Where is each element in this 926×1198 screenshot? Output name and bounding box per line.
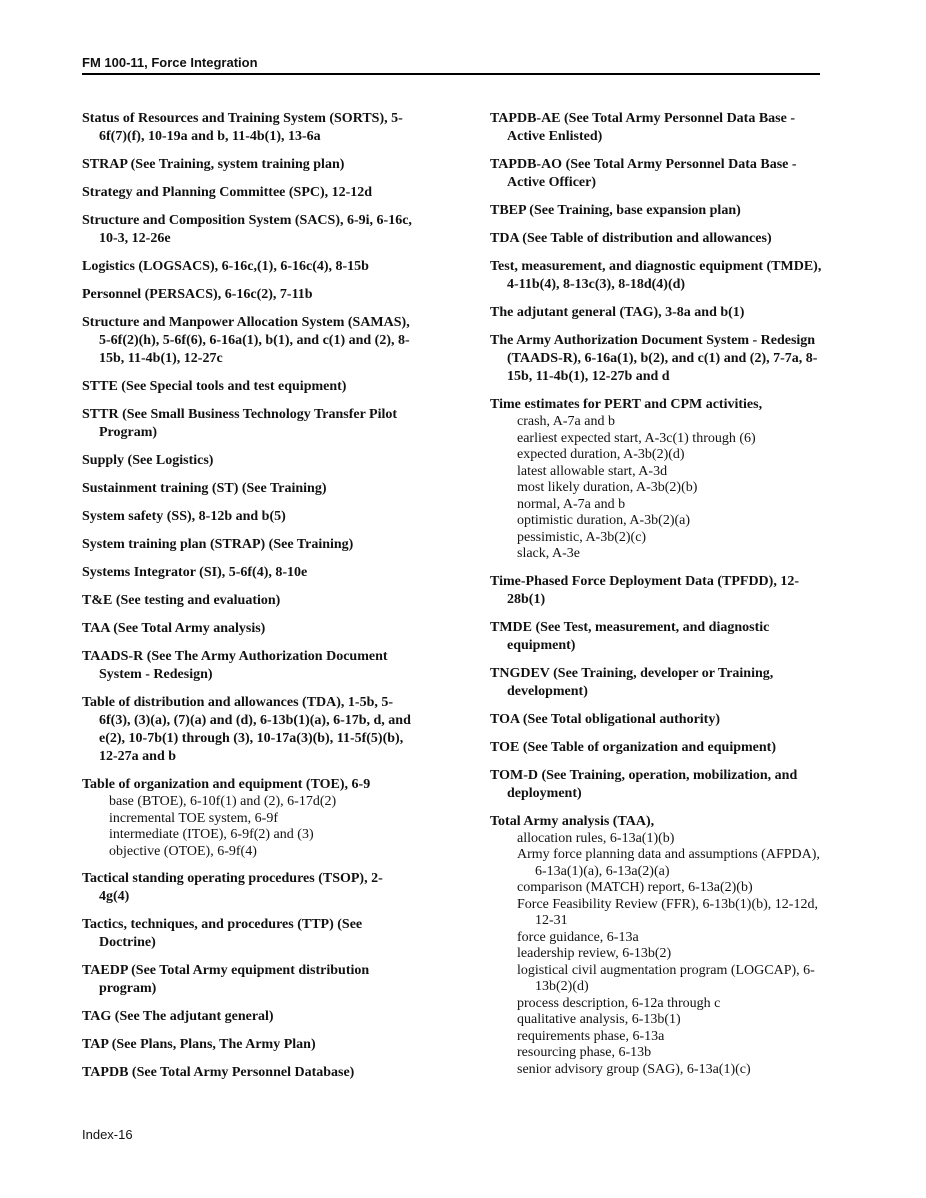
header-title: FM 100-11, Force Integration — [82, 55, 258, 70]
index-subentry-list — [490, 831, 822, 1079]
index-subentry: leadership review, 6-13b(2) — [517, 946, 672, 961]
index-entry-heading: STRAP (See Training, system training plan) — [82, 157, 345, 172]
index-entry-heading: TDA (See Table of distribution and allowances) — [490, 231, 772, 246]
index-entry-heading: TAADS-R (See The Army Authorization Document System - Redesign) — [82, 649, 388, 682]
index-entry — [82, 378, 412, 396]
index-entry-heading: TAEDP (See Total Army equipment distribution program) — [82, 963, 370, 996]
index-entry — [82, 452, 412, 470]
index-entry-heading: TAP (See Plans, Plans, The Army Plan) — [82, 1037, 316, 1052]
index-entry — [490, 813, 822, 1079]
index-subentry: objective (OTOE), 6-9f(4) — [109, 843, 257, 859]
index-subentry: Army force planning data and assumptions (AFPDA), 6-13a(1)(a), 6-13a(2)(a) — [517, 847, 820, 879]
index-entry-heading: Status of Resources and Training System (SORTS), 5-6f(7)(f), 10-19a and b, 11-4b(1), 13-6a — [82, 111, 403, 144]
index-column-right — [490, 110, 822, 1088]
index-subentry: optimistic duration, A-3b(2)(a) — [517, 513, 691, 528]
index-entry-heading: T&E (See testing and evaluation) — [82, 593, 281, 608]
index-entry-heading: TOE (See Table of organization and equipment) — [490, 739, 777, 755]
index-entry-heading: The adjutant general (TAG), 3-8a and b(1) — [490, 305, 745, 320]
index-entry-heading: TOM-D (See Training, operation, mobilization, and deployment) — [490, 767, 798, 801]
index-entry — [82, 110, 412, 146]
index-subentry: expected duration, A-3b(2)(d) — [517, 447, 685, 462]
index-entry — [82, 480, 412, 498]
index-entry — [490, 573, 822, 609]
index-subentry: intermediate (ITOE), 6-9f(2) and (3) — [109, 827, 314, 842]
index-subentry: logistical civil augmentation program (LOGCAP), 6-13b(2)(d) — [517, 962, 815, 994]
index-entry-heading: Personnel (PERSACS), 6-16c(2), 7-11b — [82, 287, 313, 302]
index-entry-heading: STTE (See Special tools and test equipment) — [82, 379, 347, 394]
index-entry-heading: TAPDB-AO (See Total Army Personnel Data Base - Active Officer) — [490, 157, 797, 190]
index-entry-heading: Logistics (LOGSACS), 6-16c,(1), 6-16c(4), 8-15b — [82, 259, 369, 274]
index-entry-heading: The Army Authorization Document System - Redesign (TAADS-R), 6-16a(1), b(2), and c(1) and (2), 7-7a, 8-15b, 11-4b(1), 12-27b and d — [490, 333, 818, 384]
index-subentry: resourcing phase, 6-13b — [517, 1045, 652, 1060]
index-entry — [82, 870, 412, 906]
index-subentry: earliest expected start, A-3c(1) through (6) — [517, 430, 756, 446]
page-number: Index-16 — [82, 1127, 133, 1142]
index-entry — [490, 156, 822, 192]
index-entry-heading: Table of organization and equipment (TOE), 6-9 — [82, 777, 371, 792]
index-subentry: base (BTOE), 6-10f(1) and (2), 6-17d(2) — [109, 794, 337, 809]
index-entry — [82, 1036, 412, 1054]
index-subentry: allocation rules, 6-13a(1)(b) — [517, 830, 675, 846]
index-entry — [490, 332, 822, 386]
index-entry — [82, 1064, 412, 1082]
index-column-left — [82, 110, 412, 1092]
index-entry-heading: TAPDB-AE (See Total Army Personnel Data Base - Active Enlisted) — [490, 111, 795, 144]
index-entry — [490, 396, 822, 563]
index-subentry: pessimistic, A-3b(2)(c) — [517, 529, 647, 545]
index-entry — [82, 184, 412, 202]
index-entry-heading: Test, measurement, and diagnostic equipment (TMDE), 4-11b(4), 8-13c(3), 8-18d(4)(d) — [490, 259, 822, 292]
index-entry — [82, 258, 412, 276]
index-subentry: slack, A-3e — [517, 546, 580, 561]
index-entry — [490, 110, 822, 146]
index-entry — [490, 258, 822, 294]
index-entry — [82, 314, 412, 368]
index-entry — [490, 739, 822, 757]
index-entry — [82, 212, 412, 248]
index-entry — [82, 406, 412, 442]
index-entry-heading: Table of distribution and allowances (TDA), 1-5b, 5-6f(3), (3)(a), (7)(a) and (d), 6-13b(1)(a), 6-17b, d, and e(2), 10-7b(1) through (3), 10-17a(3)(b), 11-5f(5)(b), 12-27a and b — [82, 695, 411, 764]
index-entry — [490, 767, 822, 803]
index-entry-heading: TAA (See Total Army analysis) — [82, 621, 266, 636]
index-entry-heading: Supply (See Logistics) — [82, 453, 214, 468]
index-entry — [82, 916, 412, 952]
index-entry-heading: Tactical standing operating procedures (TSOP), 2-4g(4) — [82, 871, 383, 904]
index-entry-heading: Time-Phased Force Deployment Data (TPFDD), 12-28b(1) — [490, 573, 799, 607]
index-entry — [82, 286, 412, 304]
index-subentry: crash, A-7a and b — [517, 414, 615, 429]
index-subentry: incremental TOE system, 6-9f — [109, 810, 278, 826]
index-entry — [490, 711, 822, 729]
index-entry-heading: Systems Integrator (SI), 5-6f(4), 8-10e — [82, 565, 308, 580]
index-subentry: most likely duration, A-3b(2)(b) — [517, 480, 698, 495]
index-entry-heading: TOA (See Total obligational authority) — [490, 711, 720, 727]
index-entry-heading: TAG (See The adjutant general) — [82, 1009, 274, 1024]
index-entry-heading: Tactics, techniques, and procedures (TTP) (See Doctrine) — [82, 917, 363, 950]
index-entry-heading: System training plan (STRAP) (See Training) — [82, 537, 354, 552]
index-entry — [490, 202, 822, 220]
index-entry — [490, 304, 822, 322]
index-entry — [82, 962, 412, 998]
index-entry — [82, 508, 412, 526]
page-header — [82, 55, 820, 75]
index-entry — [82, 694, 412, 766]
index-entry-heading: System safety (SS), 8-12b and b(5) — [82, 509, 286, 524]
index-entry-heading: Sustainment training (ST) (See Training) — [82, 481, 327, 496]
index-subentry: requirements phase, 6-13a — [517, 1028, 665, 1044]
index-entry — [82, 564, 412, 582]
index-subentry: normal, A-7a and b — [517, 496, 626, 512]
index-subentry: process description, 6-12a through c — [517, 995, 721, 1011]
index-subentry: qualitative analysis, 6-13b(1) — [517, 1012, 681, 1027]
index-entry — [490, 619, 822, 655]
index-subentry-list — [82, 794, 412, 860]
index-entry — [82, 156, 412, 174]
index-entry-heading: TNGDEV (See Training, developer or Training, development) — [490, 665, 774, 699]
index-subentry: latest allowable start, A-3d — [517, 463, 668, 479]
index-entry-heading: Total Army analysis (TAA), — [490, 813, 655, 829]
index-entry-heading: Structure and Manpower Allocation System (SAMAS), 5-6f(2)(h), 5-6f(6), 6-16a(1), b(1), and c(1) and (2), 8-15b, 11-4b(1), 12-27c — [82, 315, 410, 366]
index-subentry-list — [490, 414, 822, 563]
index-entry-heading: Time estimates for PERT and CPM activities, — [490, 397, 763, 412]
index-subentry: senior advisory group (SAG), 6-13a(1)(c) — [517, 1061, 751, 1077]
index-subentry: force guidance, 6-13a — [517, 929, 639, 945]
index-entry-heading: Structure and Composition System (SACS), 6-9i, 6-16c, 10-3, 12-26e — [82, 213, 412, 246]
index-subentry: comparison (MATCH) report, 6-13a(2)(b) — [517, 880, 753, 895]
index-entry — [82, 776, 412, 860]
index-entry-heading: TAPDB (See Total Army Personnel Database) — [82, 1065, 355, 1080]
index-entry — [82, 648, 412, 684]
index-entry — [82, 536, 412, 554]
index-entry-heading: STTR (See Small Business Technology Transfer Pilot Program) — [82, 407, 398, 440]
index-entry — [490, 665, 822, 701]
index-entry-heading: TMDE (See Test, measurement, and diagnostic equipment) — [490, 619, 770, 653]
index-entry — [490, 230, 822, 248]
index-subentry: Force Feasibility Review (FFR), 6-13b(1)(b), 12-12d, 12-31 — [517, 896, 818, 928]
index-entry-heading: TBEP (See Training, base expansion plan) — [490, 203, 741, 218]
index-entry — [82, 592, 412, 610]
index-entry-heading: Strategy and Planning Committee (SPC), 12-12d — [82, 185, 373, 200]
index-entry — [82, 620, 412, 638]
index-entry — [82, 1008, 412, 1026]
